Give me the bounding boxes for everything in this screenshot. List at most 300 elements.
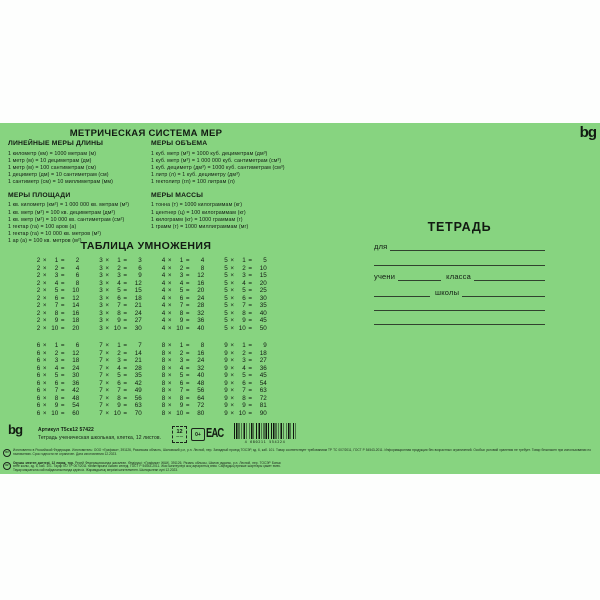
multiplier: 10: [238, 409, 246, 417]
equals-sign: =: [123, 379, 128, 387]
factor: 2: [36, 272, 41, 279]
multiplication-equation: [158, 295, 204, 303]
times-sign: ×: [42, 302, 47, 309]
product: 4: [200, 257, 205, 264]
times-sign: ×: [42, 357, 47, 364]
factor: 3: [99, 264, 103, 272]
equals-sign: =: [185, 279, 190, 287]
times-sign: ×: [105, 357, 110, 364]
factor: 6: [36, 349, 41, 357]
times-sign: ×: [42, 402, 47, 409]
product: 28: [134, 364, 142, 372]
times-sign: ×: [167, 342, 172, 349]
multiplier: 6: [117, 379, 121, 387]
equals-sign: =: [248, 342, 253, 349]
multiplication-equation: [158, 265, 204, 273]
product: 45: [259, 317, 267, 324]
factor: 6: [36, 364, 41, 372]
factor: 8: [161, 394, 166, 402]
product: 8: [75, 279, 80, 287]
multiplication-equation: [33, 342, 79, 350]
multiplication-equation: [158, 395, 204, 403]
equals-sign: =: [185, 372, 190, 379]
multiplication-equation: [33, 302, 79, 310]
product: 36: [259, 364, 267, 372]
product: 8: [200, 264, 205, 272]
multiplier: 5: [242, 287, 246, 294]
multiplication-equation: [33, 350, 79, 358]
multiplication-equation: [158, 387, 204, 395]
multiplication-equation: [33, 257, 79, 265]
measure-line: 1 кв. метр (м²) = 10 000 кв. сантиметрам (см²): [8, 216, 125, 223]
factor: 3: [99, 294, 103, 302]
times-sign: ×: [167, 257, 172, 264]
times-sign: ×: [167, 364, 172, 372]
product: 35: [134, 372, 142, 379]
equals-sign: =: [60, 272, 65, 279]
factor: 5: [224, 257, 228, 264]
multiplication-equation: [96, 350, 142, 358]
product: 30: [259, 294, 267, 302]
times-sign: ×: [230, 294, 235, 302]
times-sign: ×: [167, 394, 172, 402]
product: 10: [72, 287, 80, 294]
factor: 9: [224, 409, 228, 417]
product: 42: [134, 379, 142, 387]
equals-sign: =: [185, 342, 190, 349]
equals-sign: =: [60, 372, 65, 379]
multiplier: 3: [179, 357, 184, 364]
factor: 5: [224, 272, 228, 279]
writing-line: [474, 268, 545, 281]
times-sign: ×: [105, 309, 110, 317]
multiplication-equation: [96, 280, 142, 288]
product: 54: [259, 379, 267, 387]
equals-sign: =: [123, 324, 128, 332]
equals-sign: =: [123, 402, 128, 409]
multiplication-column-2: [25, 257, 88, 332]
sheet-count-badge: [172, 426, 187, 443]
article-number: Артикул Т5ск12 57422: [38, 427, 94, 433]
multiplication-equation: [158, 350, 204, 358]
factor: 3: [99, 302, 103, 309]
writing-line: [374, 298, 545, 311]
factor: 6: [36, 357, 41, 364]
product: 27: [259, 357, 267, 364]
factor: 9: [224, 379, 228, 387]
product: 14: [134, 349, 142, 357]
product: 49: [134, 387, 142, 394]
factor: 7: [99, 372, 103, 379]
multiplication-equation: [158, 272, 204, 280]
times-sign: ×: [230, 342, 235, 349]
multiplier: 2: [54, 349, 59, 357]
ean-barcode: [234, 423, 296, 445]
times-sign: ×: [105, 324, 110, 332]
equals-sign: =: [123, 349, 128, 357]
times-sign: ×: [105, 349, 110, 357]
times-sign: ×: [167, 264, 172, 272]
label-school: школы: [435, 288, 460, 297]
multiplication-equation: [158, 310, 204, 318]
times-sign: ×: [42, 409, 47, 417]
multiplication-equation: [33, 372, 79, 380]
equals-sign: =: [60, 287, 65, 294]
label-grade: класса: [446, 272, 471, 281]
multiplier: 8: [242, 309, 246, 317]
multiplication-equation: [158, 317, 204, 325]
times-sign: ×: [42, 309, 47, 317]
multiplier: 4: [54, 364, 59, 372]
times-sign: ×: [42, 394, 47, 402]
times-sign: ×: [167, 372, 172, 379]
times-sign: ×: [105, 409, 110, 417]
writing-line: [374, 253, 545, 266]
product: 40: [197, 372, 205, 379]
factor: 4: [161, 317, 166, 324]
equals-sign: =: [60, 302, 65, 309]
product: 15: [259, 272, 267, 279]
multiplication-equation: [96, 257, 142, 265]
product: 20: [197, 287, 205, 294]
multiplier: 3: [242, 272, 246, 279]
multiplication-equation: [33, 317, 79, 325]
writing-line: [390, 238, 545, 251]
equals-sign: =: [248, 364, 253, 372]
equals-sign: =: [248, 357, 253, 364]
multiplication-equation: [96, 317, 142, 325]
equals-sign: =: [185, 324, 190, 332]
legal-text-kz: [13, 462, 281, 474]
times-sign: ×: [42, 324, 47, 332]
multiplier: 4: [117, 279, 121, 287]
times-sign: ×: [105, 264, 110, 272]
times-sign: ×: [167, 409, 172, 417]
multiplier: 5: [179, 287, 184, 294]
equals-sign: =: [185, 394, 190, 402]
equals-sign: =: [60, 409, 65, 417]
equals-sign: =: [123, 387, 128, 394]
multiplier: 5: [117, 287, 121, 294]
factor: 5: [224, 287, 228, 294]
equals-sign: =: [123, 302, 128, 309]
times-sign: ×: [230, 279, 235, 287]
factor: 9: [224, 349, 228, 357]
times-sign: ×: [230, 402, 235, 409]
times-sign: ×: [167, 287, 172, 294]
factor: 4: [161, 272, 166, 279]
multiplier: 4: [117, 364, 121, 372]
equals-sign: =: [248, 257, 253, 264]
factor: 2: [36, 324, 41, 332]
times-sign: ×: [105, 364, 110, 372]
product: 18: [72, 317, 80, 324]
writing-line: [374, 312, 545, 325]
times-sign: ×: [230, 379, 235, 387]
equals-sign: =: [248, 302, 253, 309]
factor: 4: [161, 324, 166, 332]
equals-sign: =: [123, 287, 128, 294]
multiplier: 9: [242, 317, 246, 324]
multiplication-equation: [96, 310, 142, 318]
multiplication-equation: [33, 365, 79, 373]
multiplier: 9: [242, 402, 246, 409]
product: 12: [134, 279, 142, 287]
measure-line: 1 гектар (га) = 100 аров (а): [8, 223, 77, 230]
equals-sign: =: [123, 342, 128, 349]
multiplication-equation: [33, 387, 79, 395]
factor: 7: [99, 387, 103, 394]
multiplication-equation: [158, 257, 204, 265]
multiplication-equation: [158, 342, 204, 350]
multiplication-equation: [33, 280, 79, 288]
product: 56: [134, 394, 142, 402]
times-sign: ×: [167, 309, 172, 317]
times-sign: ×: [105, 294, 110, 302]
multiplier: 2: [117, 349, 121, 357]
product: 16: [197, 349, 205, 357]
imprint-strip: [0, 421, 600, 474]
multiplication-equation: [33, 325, 79, 333]
equals-sign: =: [123, 264, 128, 272]
measure-line: 1 тонна (т) = 1000 килограммам (кг): [151, 202, 243, 209]
factor: 7: [99, 364, 103, 372]
multiplication-equation: [96, 342, 142, 350]
multiplication-column-7: [88, 342, 151, 417]
times-sign: ×: [42, 257, 47, 264]
factor: 2: [36, 309, 41, 317]
legal-kz-lead: Оқушы мектеп дәптері, 12 парақ, тор.: [13, 460, 75, 465]
factor: 6: [36, 387, 41, 394]
factor: 2: [36, 302, 41, 309]
product: 54: [72, 402, 80, 409]
factor: 2: [36, 264, 41, 272]
factor: 7: [99, 402, 103, 409]
multiplier: 7: [242, 302, 246, 309]
equals-sign: =: [60, 279, 65, 287]
multiplication-block: [25, 257, 275, 332]
multiplier: 3: [179, 272, 184, 279]
multiplier: 2: [117, 264, 121, 272]
multiplication-equation: [96, 272, 142, 280]
multiplication-equation: [221, 395, 267, 403]
measure-line: 1 килограмм (кг) = 1000 граммам (г): [151, 216, 243, 223]
multiplication-column-5: [213, 257, 276, 332]
multiplier: 6: [242, 379, 246, 387]
multiplier: 2: [179, 264, 184, 272]
equals-sign: =: [60, 257, 65, 264]
equals-sign: =: [248, 287, 253, 294]
equals-sign: =: [60, 324, 65, 332]
multiplier: 1: [242, 257, 246, 264]
equals-sign: =: [60, 294, 65, 302]
measure-line: 1 дециметр (дм) = 10 сантиметрам (см): [8, 171, 109, 178]
factor: 4: [161, 264, 166, 272]
multiplier: 1: [54, 257, 59, 264]
multiplication-equation: [96, 410, 142, 418]
product: 80: [197, 409, 205, 417]
multiplier: 2: [54, 264, 59, 272]
equals-sign: =: [123, 409, 128, 417]
multiplication-column-6: [25, 342, 88, 417]
product: 30: [72, 372, 80, 379]
multiplication-equation: [33, 395, 79, 403]
product: 21: [134, 302, 142, 309]
product: 16: [72, 309, 80, 317]
multiplier: 4: [179, 279, 184, 287]
times-sign: ×: [230, 372, 235, 379]
factor: 2: [36, 279, 41, 287]
multiplication-equation: [221, 265, 267, 273]
times-sign: ×: [167, 272, 172, 279]
multiplier: 9: [117, 402, 121, 409]
factor: 8: [161, 342, 166, 349]
label-pupil: учени: [374, 272, 396, 281]
measure-line: 1 куб. метр (м³) = 1 000 000 куб. сантиметрам (см³): [151, 157, 282, 164]
equals-sign: =: [185, 379, 190, 387]
factor: 5: [224, 294, 228, 302]
product-description: Тетрадь ученическая школьная, клетка, 12 листов.: [38, 435, 162, 441]
multiplier: 8: [117, 394, 121, 402]
product: 48: [197, 379, 205, 387]
factor: 3: [99, 287, 103, 294]
eac-conformity-mark: ЕАС: [206, 425, 224, 440]
multiplier: 10: [238, 324, 246, 332]
multiplier: 9: [179, 317, 184, 324]
equals-sign: =: [123, 317, 128, 324]
multiplication-block: [25, 342, 275, 417]
factor: 4: [161, 309, 166, 317]
equals-sign: =: [123, 394, 128, 402]
factor: 3: [99, 257, 103, 264]
times-sign: ×: [167, 324, 172, 332]
multiplier: 8: [54, 309, 59, 317]
equals-sign: =: [123, 309, 128, 317]
times-sign: ×: [105, 302, 110, 309]
multiplication-equation: [33, 287, 79, 295]
equals-sign: =: [248, 272, 253, 279]
equals-sign: =: [60, 364, 65, 372]
multiplier: 3: [242, 357, 246, 364]
multiplier: 6: [179, 294, 184, 302]
factor: 2: [36, 287, 41, 294]
multiplier: 4: [242, 364, 246, 372]
times-sign: ×: [42, 387, 47, 394]
multiplication-equation: [33, 295, 79, 303]
multiplier: 4: [54, 279, 59, 287]
factor: 7: [99, 357, 103, 364]
factor: 9: [224, 394, 228, 402]
equals-sign: =: [185, 272, 190, 279]
equals-sign: =: [185, 409, 190, 417]
product: 25: [259, 287, 267, 294]
multiplier: 1: [54, 342, 59, 349]
multiplication-equation: [96, 295, 142, 303]
factor: 8: [161, 372, 166, 379]
multiplication-equation: [221, 310, 267, 318]
times-sign: ×: [230, 257, 235, 264]
measure-section-heading: МЕРЫ МАССЫ: [151, 191, 204, 199]
measure-section-mass: [151, 192, 294, 245]
multiplication-equation: [221, 387, 267, 395]
equals-sign: =: [248, 309, 253, 317]
factor: 7: [99, 349, 103, 357]
multiplier: 1: [117, 342, 121, 349]
equals-sign: =: [60, 357, 65, 364]
factor: 5: [224, 324, 228, 332]
writing-line: [398, 268, 441, 281]
times-sign: ×: [230, 364, 235, 372]
factor: 3: [99, 317, 103, 324]
multiplier: 2: [242, 264, 246, 272]
multiplication-equation: [96, 265, 142, 273]
product: 63: [259, 387, 267, 394]
product: 20: [72, 324, 80, 332]
factor: 8: [161, 364, 166, 372]
multiplication-equation: [221, 380, 267, 388]
multiplier: 10: [113, 324, 121, 332]
times-sign: ×: [105, 372, 110, 379]
form-row-blank-1: [374, 254, 545, 266]
product: 63: [134, 402, 142, 409]
measure-section-area: [8, 192, 145, 245]
factor: 4: [161, 294, 166, 302]
multiplication-equation: [221, 402, 267, 410]
multiplier: 6: [54, 294, 59, 302]
times-sign: ×: [167, 402, 172, 409]
product: 18: [259, 349, 267, 357]
measure-line: 1 центнер (ц) = 100 килограммам (кг): [151, 209, 246, 216]
multiplication-equation: [221, 295, 267, 303]
legal-text-ru: Изготовлено в Российской Федерации. Изготовитель: ООО «Графика», 391126, Рязанская область, Шиловский р-н, р.п. Лесной, пер. Западный проезд ТОСЭР, зд. 6, каб. 101. Товар соответствует требованиям ТР ТС 007/2011, ГОСТ Р 54543-2011. Информационная продукция без возрастных ограничений. Особых условий хранения не требует. Товар безопасен при использовании по назначению. Срок годности не ограничен. Дата изготовления 12.2023.: [13, 448, 591, 456]
times-sign: ×: [42, 294, 47, 302]
product: 50: [259, 324, 267, 332]
equals-sign: =: [185, 364, 190, 372]
multiplier: 10: [176, 324, 184, 332]
multiplication-equation: [221, 257, 267, 265]
factor: 6: [36, 402, 41, 409]
equals-sign: =: [123, 257, 128, 264]
equals-sign: =: [60, 394, 65, 402]
product: 40: [197, 324, 205, 332]
multiplier: 2: [179, 349, 184, 357]
equals-sign: =: [185, 294, 190, 302]
factor: 3: [99, 279, 103, 287]
times-sign: ×: [42, 349, 47, 357]
multiplication-equation: [96, 395, 142, 403]
multiplier: 10: [51, 409, 59, 417]
multiplication-equation: [221, 280, 267, 288]
times-sign: ×: [230, 357, 235, 364]
measure-line: 1 ар (а) = 100 кв. метров (м²): [8, 237, 82, 244]
product: 32: [197, 309, 205, 317]
times-sign: ×: [42, 364, 47, 372]
times-sign: ×: [230, 272, 235, 279]
multiplication-equation: [33, 402, 79, 410]
product: 27: [134, 317, 142, 324]
equals-sign: =: [248, 409, 253, 417]
factor: 6: [36, 394, 41, 402]
times-sign: ×: [42, 272, 47, 279]
product: 24: [134, 309, 142, 317]
multiplication-equation: [221, 302, 267, 310]
equals-sign: =: [185, 302, 190, 309]
form-row-for: [374, 239, 545, 251]
product: 10: [259, 264, 267, 272]
product: 42: [72, 387, 80, 394]
multiplication-equation: [158, 357, 204, 365]
factor: 2: [36, 294, 41, 302]
